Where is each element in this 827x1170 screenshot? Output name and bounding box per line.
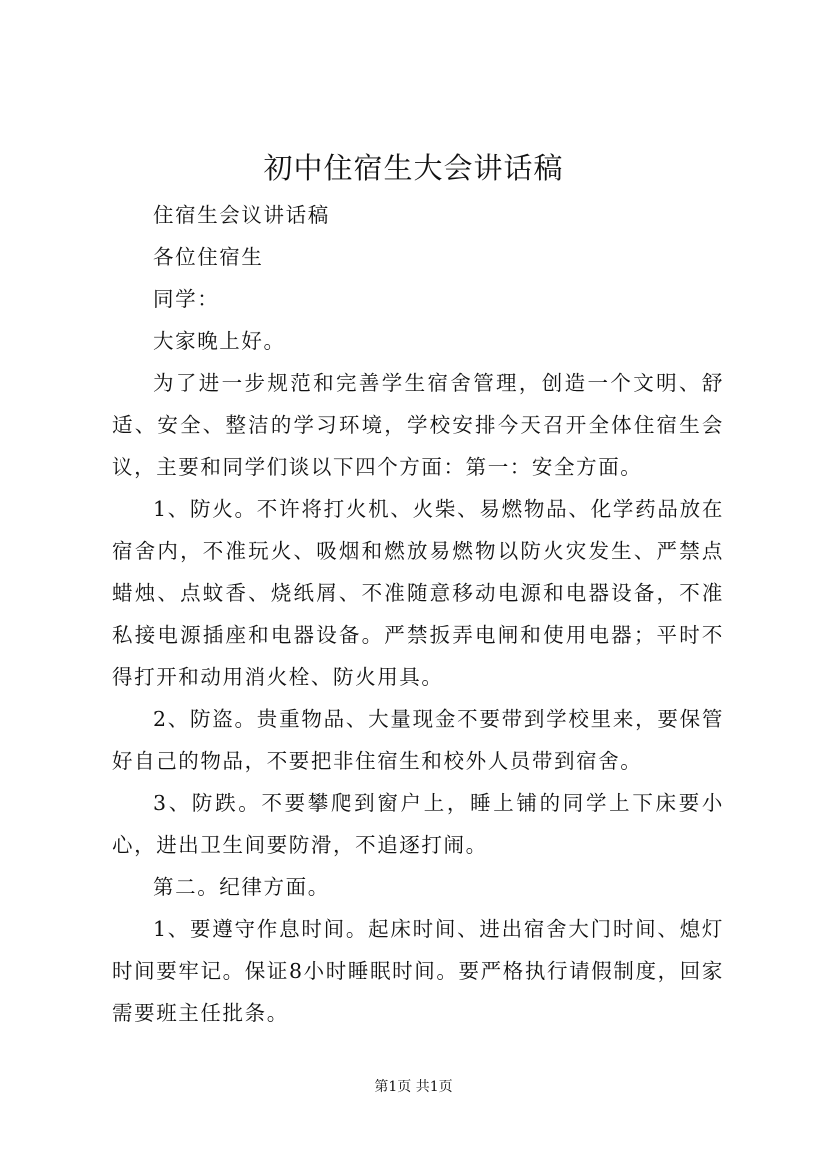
paragraph-discipline-heading: 第二。纪律方面。 — [153, 875, 330, 899]
paragraph-schedule: 1、要遵守作息时间。起床时间、进出宿舍大门时间、熄灯时间要牢记。保证8小时睡眠时间。要严格执行请假制度，回家需要班主任批条。 — [112, 917, 724, 1025]
paragraph-greeting: 大家晚上好。 — [153, 329, 286, 353]
paragraph-fire-safety: 1、防火。不许将打火机、火柴、易燃物品、化学药品放在宿舍内，不准玩火、吸烟和燃放易燃物以防火灾发生、严禁点蜡烛、点蚊香、烧纸屑、不准随意移动电源和电器设备，不准私接电源插座和电器设备。严禁扳弄电闸和使用电器；平时不得打开和动用消火栓、防火用具。 — [112, 497, 724, 689]
paragraph-falls: 3、防跌。不要攀爬到窗户上，睡上铺的同学上下床要小心，进出卫生间要防滑，不追逐打闹。 — [112, 791, 724, 857]
document-body — [112, 194, 724, 1034]
page-footer: 第1页 共1页 — [374, 1079, 453, 1095]
paragraph-salutation-2: 同学： — [153, 287, 220, 311]
paragraph-subtitle: 住宿生会议讲话稿 — [153, 203, 330, 227]
paragraph-theft: 2、防盗。贵重物品、大量现金不要带到学校里来，要保管好自己的物品，不要把非住宿生和校外人员带到宿舍。 — [112, 707, 724, 773]
paragraph-intro: 为了进一步规范和完善学生宿舍管理，创造一个文明、舒适、安全、整洁的学习环境，学校安排今天召开全体住宿生会议，主要和同学们谈以下四个方面：第一：安全方面。 — [112, 371, 724, 479]
document-title: 初中住宿生大会讲话稿 — [263, 151, 564, 185]
paragraph-salutation: 各位住宿生 — [153, 245, 264, 269]
